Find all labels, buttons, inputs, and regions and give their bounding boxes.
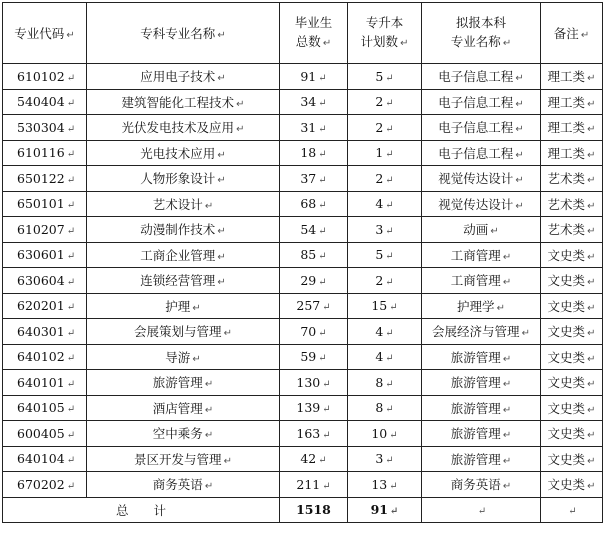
table-row <box>3 217 603 243</box>
cell-target: 旅游管理 ↵ <box>422 395 541 421</box>
table-body <box>3 64 603 498</box>
cell-note: 文史类 ↵ <box>541 319 603 345</box>
cell-name: 人物形象设计 ↵ <box>87 166 280 192</box>
cell-target: 电子信息工程 ↵ <box>422 64 541 90</box>
cell-plan: 4 ↵ <box>348 344 422 370</box>
cell-grads: 163 ↵ <box>280 421 348 447</box>
cell-grads: 34 ↵ <box>280 89 348 115</box>
cell-note: 文史类 ↵ <box>541 344 603 370</box>
cell-grads: 139 ↵ <box>280 395 348 421</box>
cell-code: 610116 ↵ <box>3 140 87 166</box>
cell-plan: 4 ↵ <box>348 319 422 345</box>
cell-code: 630604 ↵ <box>3 268 87 294</box>
cell-name: 护理 ↵ <box>87 293 280 319</box>
cell-note: 理工类 ↵ <box>541 89 603 115</box>
table-row <box>3 166 603 192</box>
cell-plan: 5 ↵ <box>348 242 422 268</box>
cell-target: 旅游管理 ↵ <box>422 421 541 447</box>
cell-plan: 3 ↵ <box>348 446 422 472</box>
cell-plan: 10 ↵ <box>348 421 422 447</box>
cell-target: 电子信息工程 ↵ <box>422 89 541 115</box>
cell-name: 酒店管理 ↵ <box>87 395 280 421</box>
table-row <box>3 268 603 294</box>
cell-code: 640104 ↵ <box>3 446 87 472</box>
cell-grads: 85 ↵ <box>280 242 348 268</box>
cell-target: 工商管理 ↵ <box>422 242 541 268</box>
cell-plan: 13 ↵ <box>348 472 422 498</box>
total-label: 总 计 <box>3 497 280 523</box>
cell-name: 导游 ↵ <box>87 344 280 370</box>
cell-code: 640105 ↵ <box>3 395 87 421</box>
header-target: 拟报本科 专业名称 ↵ <box>422 3 541 64</box>
total-grads: 1518 <box>280 497 348 523</box>
cell-grads: 257 ↵ <box>280 293 348 319</box>
cell-name: 连锁经营管理 ↵ <box>87 268 280 294</box>
table-row <box>3 64 603 90</box>
total-note-empty: ↵ <box>541 497 603 523</box>
table-row <box>3 191 603 217</box>
cell-plan: 3 ↵ <box>348 217 422 243</box>
cell-target: 电子信息工程 ↵ <box>422 140 541 166</box>
cell-code: 650101 ↵ <box>3 191 87 217</box>
table-row <box>3 370 603 396</box>
cell-note: 理工类 ↵ <box>541 140 603 166</box>
cell-name: 艺术设计 ↵ <box>87 191 280 217</box>
cell-note: 艺术类 ↵ <box>541 217 603 243</box>
cell-target: 会展经济与管理 ↵ <box>422 319 541 345</box>
cell-name: 商务英语 ↵ <box>87 472 280 498</box>
cell-target: 视觉传达设计 ↵ <box>422 166 541 192</box>
cell-note: 文史类 ↵ <box>541 268 603 294</box>
table-row <box>3 293 603 319</box>
cell-grads: 70 ↵ <box>280 319 348 345</box>
table-row <box>3 421 603 447</box>
cell-code: 630601 ↵ <box>3 242 87 268</box>
cell-grads: 37 ↵ <box>280 166 348 192</box>
cell-note: 文史类 ↵ <box>541 421 603 447</box>
cell-code: 640301 ↵ <box>3 319 87 345</box>
cell-grads: 29 ↵ <box>280 268 348 294</box>
table-row <box>3 89 603 115</box>
cell-name: 光电技术应用 ↵ <box>87 140 280 166</box>
cell-code: 610102 ↵ <box>3 64 87 90</box>
cell-plan: 8 ↵ <box>348 370 422 396</box>
cell-note: 艺术类 ↵ <box>541 166 603 192</box>
cell-target: 商务英语 ↵ <box>422 472 541 498</box>
cell-name: 景区开发与管理 ↵ <box>87 446 280 472</box>
table-row <box>3 115 603 141</box>
cell-plan: 5 ↵ <box>348 64 422 90</box>
cell-note: 文史类 ↵ <box>541 293 603 319</box>
cell-code: 620201 ↵ <box>3 293 87 319</box>
cell-note: 文史类 ↵ <box>541 242 603 268</box>
cell-grads: 31 ↵ <box>280 115 348 141</box>
cell-plan: 2 ↵ <box>348 115 422 141</box>
cell-target: 电子信息工程 ↵ <box>422 115 541 141</box>
enrollment-plan-table <box>2 2 603 523</box>
cell-name: 工商企业管理 ↵ <box>87 242 280 268</box>
cell-code: 670202 ↵ <box>3 472 87 498</box>
table-row <box>3 395 603 421</box>
cell-code: 530304 ↵ <box>3 115 87 141</box>
cell-plan: 1 ↵ <box>348 140 422 166</box>
cell-grads: 68 ↵ <box>280 191 348 217</box>
table-row <box>3 140 603 166</box>
cell-note: 文史类 ↵ <box>541 370 603 396</box>
cell-name: 旅游管理 ↵ <box>87 370 280 396</box>
cell-grads: 18 ↵ <box>280 140 348 166</box>
total-target-empty: ↵ <box>422 497 541 523</box>
cell-name: 空中乘务 ↵ <box>87 421 280 447</box>
cell-code: 650122 ↵ <box>3 166 87 192</box>
table-row <box>3 344 603 370</box>
table-row <box>3 242 603 268</box>
cell-target: 护理学 ↵ <box>422 293 541 319</box>
header-grads: 毕业生 总数 ↵ <box>280 3 348 64</box>
cell-note: 文史类 ↵ <box>541 446 603 472</box>
header-name: 专科专业名称 ↵ <box>87 3 280 64</box>
cell-code: 600405 ↵ <box>3 421 87 447</box>
table-container <box>2 2 603 523</box>
cell-plan: 15 ↵ <box>348 293 422 319</box>
header-plan: 专升本 计划数 ↵ <box>348 3 422 64</box>
cell-plan: 2 ↵ <box>348 166 422 192</box>
cell-target: 工商管理 ↵ <box>422 268 541 294</box>
table-row <box>3 446 603 472</box>
cell-grads: 54 ↵ <box>280 217 348 243</box>
header-row <box>3 3 603 64</box>
table-row <box>3 472 603 498</box>
cell-grads: 42 ↵ <box>280 446 348 472</box>
cell-target: 视觉传达设计 ↵ <box>422 191 541 217</box>
total-plan: 91 ↵ <box>348 497 422 523</box>
cell-note: 艺术类 ↵ <box>541 191 603 217</box>
cell-name: 光伏发电技术及应用 ↵ <box>87 115 280 141</box>
cell-plan: 2 ↵ <box>348 268 422 294</box>
cell-target: 旅游管理 ↵ <box>422 344 541 370</box>
header-code: 专业代码 ↵ <box>3 3 87 64</box>
cell-grads: 91 ↵ <box>280 64 348 90</box>
cell-target: 旅游管理 ↵ <box>422 446 541 472</box>
cell-code: 640101 ↵ <box>3 370 87 396</box>
cell-grads: 130 ↵ <box>280 370 348 396</box>
cell-target: 旅游管理 ↵ <box>422 370 541 396</box>
cell-name: 建筑智能化工程技术 ↵ <box>87 89 280 115</box>
cell-code: 610207 ↵ <box>3 217 87 243</box>
cell-note: 文史类 ↵ <box>541 395 603 421</box>
cell-code: 640102 ↵ <box>3 344 87 370</box>
cell-name: 会展策划与管理 ↵ <box>87 319 280 345</box>
cell-note: 理工类 ↵ <box>541 64 603 90</box>
header-note: 备注 ↵ <box>541 3 603 64</box>
cell-name: 应用电子技术 ↵ <box>87 64 280 90</box>
total-row <box>3 497 603 523</box>
cell-plan: 2 ↵ <box>348 89 422 115</box>
cell-plan: 8 ↵ <box>348 395 422 421</box>
table-row <box>3 319 603 345</box>
cell-plan: 4 ↵ <box>348 191 422 217</box>
cell-name: 动漫制作技术 ↵ <box>87 217 280 243</box>
cell-grads: 211 ↵ <box>280 472 348 498</box>
cell-note: 文史类 ↵ <box>541 472 603 498</box>
cell-target: 动画 ↵ <box>422 217 541 243</box>
cell-code: 540404 ↵ <box>3 89 87 115</box>
cell-note: 理工类 ↵ <box>541 115 603 141</box>
cell-grads: 59 ↵ <box>280 344 348 370</box>
